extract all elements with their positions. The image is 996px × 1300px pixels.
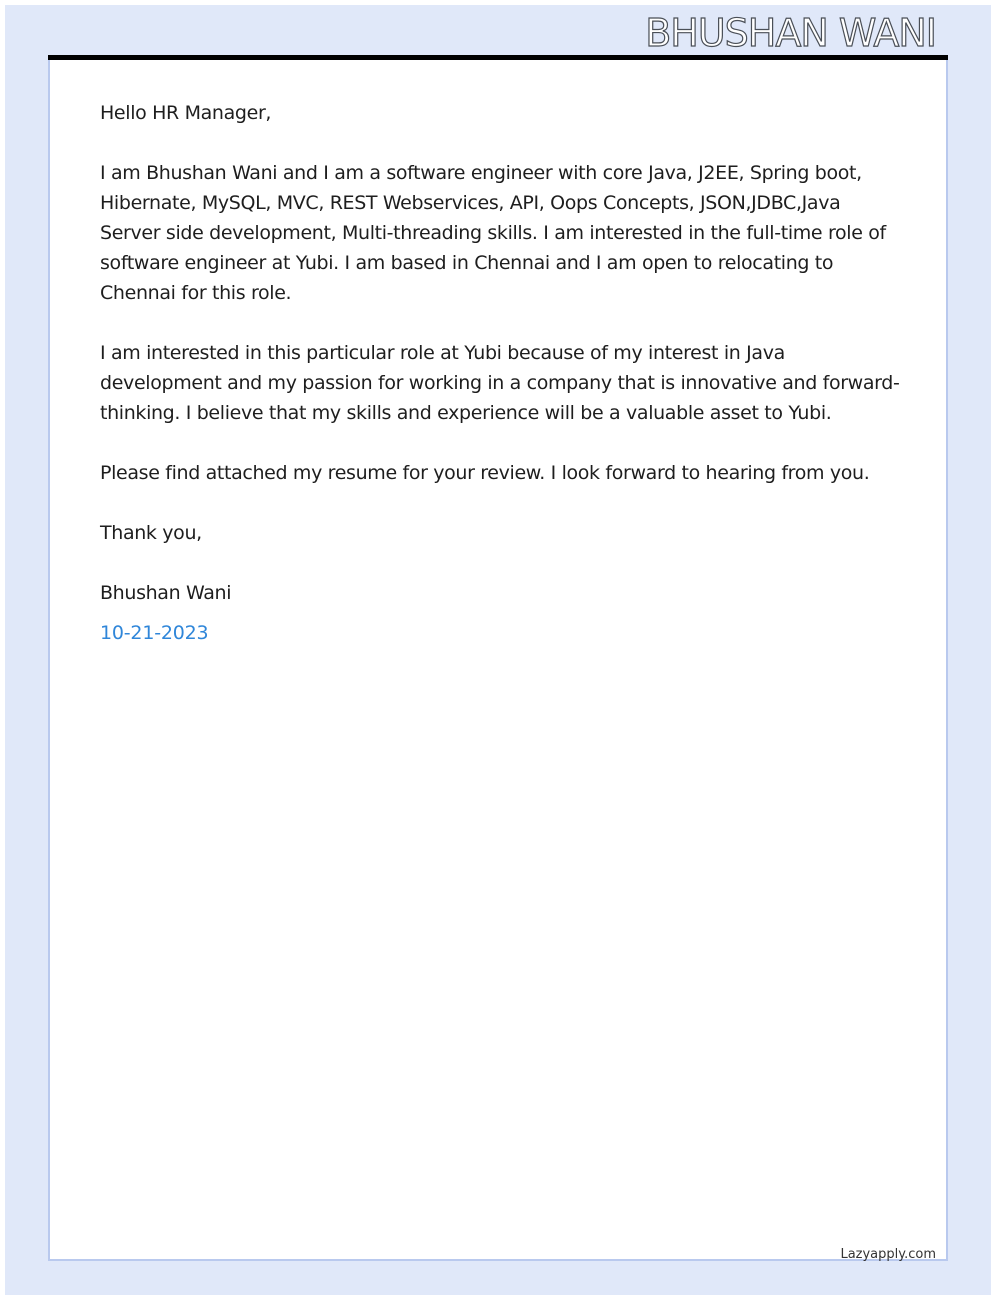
paragraph-intro: I am Bhushan Wani and I am a software engineer with core Java, J2EE, Spring boot, Hibernate, MySQL, MVC, REST Webservices, API, Oops Concepts, JSON,JDBC,Java Server side development, Multi-threading skills. I am interested in the full-time role of software engineer at Yubi. I am based in Chennai and I am open to relocating to Chennai for this role.	[100, 162, 886, 304]
closing: Thank you,	[100, 522, 202, 544]
letter-date: 10-21-2023	[100, 622, 209, 644]
greeting: Hello HR Manager,	[100, 102, 272, 124]
paragraph-interest: I am interested in this particular role at Yubi because of my interest in Java development and my passion for working in a company that is innovative and forward-thinking. I believe that my skills and experience will be a valuable asset to Yubi.	[100, 342, 900, 424]
paragraph-resume: Please find attached my resume for your review. I look forward to hearing from you.	[100, 462, 870, 484]
signature: Bhushan Wani	[100, 582, 232, 604]
footer-brand: Lazyapply.com	[840, 1247, 936, 1262]
header-name: BHUSHAN WANI	[645, 11, 936, 55]
letter-body	[100, 98, 900, 648]
